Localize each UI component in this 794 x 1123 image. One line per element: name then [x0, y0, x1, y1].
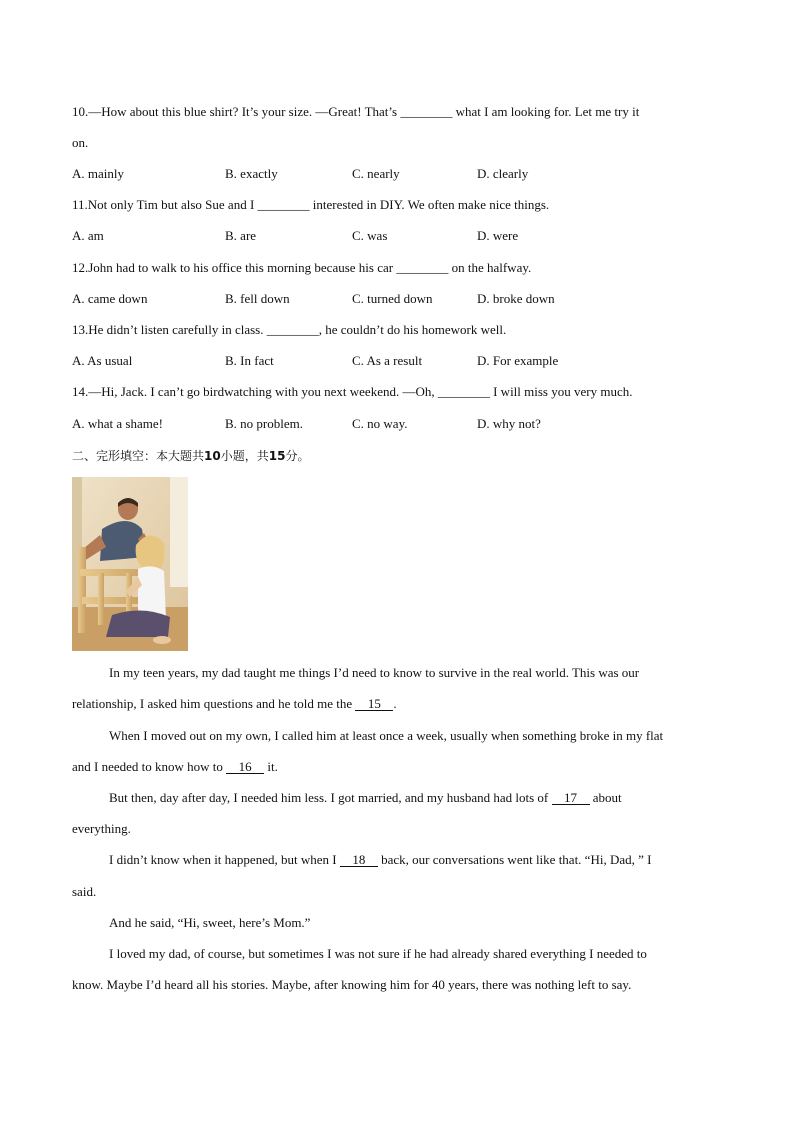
option-c[interactable]: C. was	[352, 228, 388, 243]
option-a[interactable]: A. what a shame!	[72, 416, 163, 431]
passage-p1-line1: In my teen years, my dad taught me things I’d need to know to survive in the real world. This was our	[109, 665, 640, 680]
passage-p2-line1: When I moved out on my own, I called him at least once a week, usually when something broke in my flat	[109, 728, 664, 743]
option-d[interactable]: D. why not?	[477, 416, 541, 431]
option-b[interactable]: B. exactly	[225, 166, 278, 181]
passage-p4-line1: I didn’t know when it happened, but when I 18 back, our conversations went like that. “Hi, Dad, ” I	[109, 852, 652, 867]
option-d[interactable]: D. For example	[477, 353, 559, 368]
question-stem: —How about this blue shirt? It’s your size. —Great! That’s ________ what I am looking for. Let me try it	[88, 104, 640, 119]
question-10-line2: on.	[72, 135, 89, 150]
question-number: 13.	[72, 322, 89, 337]
question-13-line1	[72, 322, 506, 338]
option-b[interactable]: B. no problem.	[225, 416, 303, 431]
passage-p3-line2: everything.	[72, 821, 131, 836]
option-c[interactable]: C. no way.	[352, 416, 408, 431]
question-stem: —Hi, Jack. I can’t go birdwatching with you next weekend. —Oh, ________ I will miss you very much.	[88, 384, 633, 399]
option-a[interactable]: A. mainly	[72, 166, 124, 181]
option-c[interactable]: C. As a result	[352, 353, 423, 368]
option-b[interactable]: B. are	[225, 228, 257, 243]
passage-p3-line1: But then, day after day, I needed him less. I got married, and my husband had lots of 17 about	[109, 790, 622, 805]
option-c[interactable]: C. turned down	[352, 291, 433, 306]
option-a[interactable]: A. came down	[72, 291, 148, 306]
passage-p2-line2: and I needed to know how to 16 it.	[72, 759, 278, 774]
father-daughter-diy-photo	[72, 477, 188, 651]
blank-15[interactable]: 15	[355, 697, 393, 711]
blank-18[interactable]: 18	[340, 853, 378, 867]
question-10-line1	[72, 104, 639, 120]
option-a[interactable]: A. am	[72, 228, 104, 243]
question-number: 12.	[72, 260, 89, 275]
question-14-line1	[72, 384, 632, 400]
option-b[interactable]: B. fell down	[225, 291, 290, 306]
passage-p6-line1: I loved my dad, of course, but sometimes I was not sure if he had already shared everything I needed to	[109, 946, 647, 961]
option-d[interactable]: D. clearly	[477, 166, 529, 181]
blank-16[interactable]: 16	[226, 760, 264, 774]
question-12-line1	[72, 260, 531, 276]
option-d[interactable]: D. were	[477, 228, 519, 243]
option-d[interactable]: D. broke down	[477, 291, 555, 306]
question-stem: He didn’t listen carefully in class. ________, he couldn’t do his homework well.	[88, 322, 507, 337]
question-number: 11.	[72, 197, 88, 212]
option-c[interactable]: C. nearly	[352, 166, 400, 181]
passage-p6-line2: know. Maybe I’d heard all his stories. Maybe, after knowing him for 40 years, there was nothing left to say.	[72, 977, 632, 992]
option-b[interactable]: B. In fact	[225, 353, 274, 368]
question-11-line1	[72, 197, 549, 213]
question-stem: Not only Tim but also Sue and I ________ interested in DIY. We often make nice things.	[87, 197, 550, 212]
option-a[interactable]: A. As usual	[72, 353, 133, 368]
passage-p5: And he said, “Hi, sweet, here’s Mom.”	[109, 915, 311, 930]
passage-p1-line2: relationship, I asked him questions and he told me the 15 .	[72, 696, 397, 711]
section-2-heading: 二、完形填空：本大题共10小题，共15分。	[72, 449, 310, 463]
blank-17[interactable]: 17	[552, 791, 590, 805]
question-stem: John had to walk to his office this morning because his car ________ on the halfway.	[88, 260, 532, 275]
question-number: 14.	[72, 384, 89, 399]
question-number: 10.	[72, 104, 89, 119]
passage-p4-line2: said.	[72, 884, 97, 899]
